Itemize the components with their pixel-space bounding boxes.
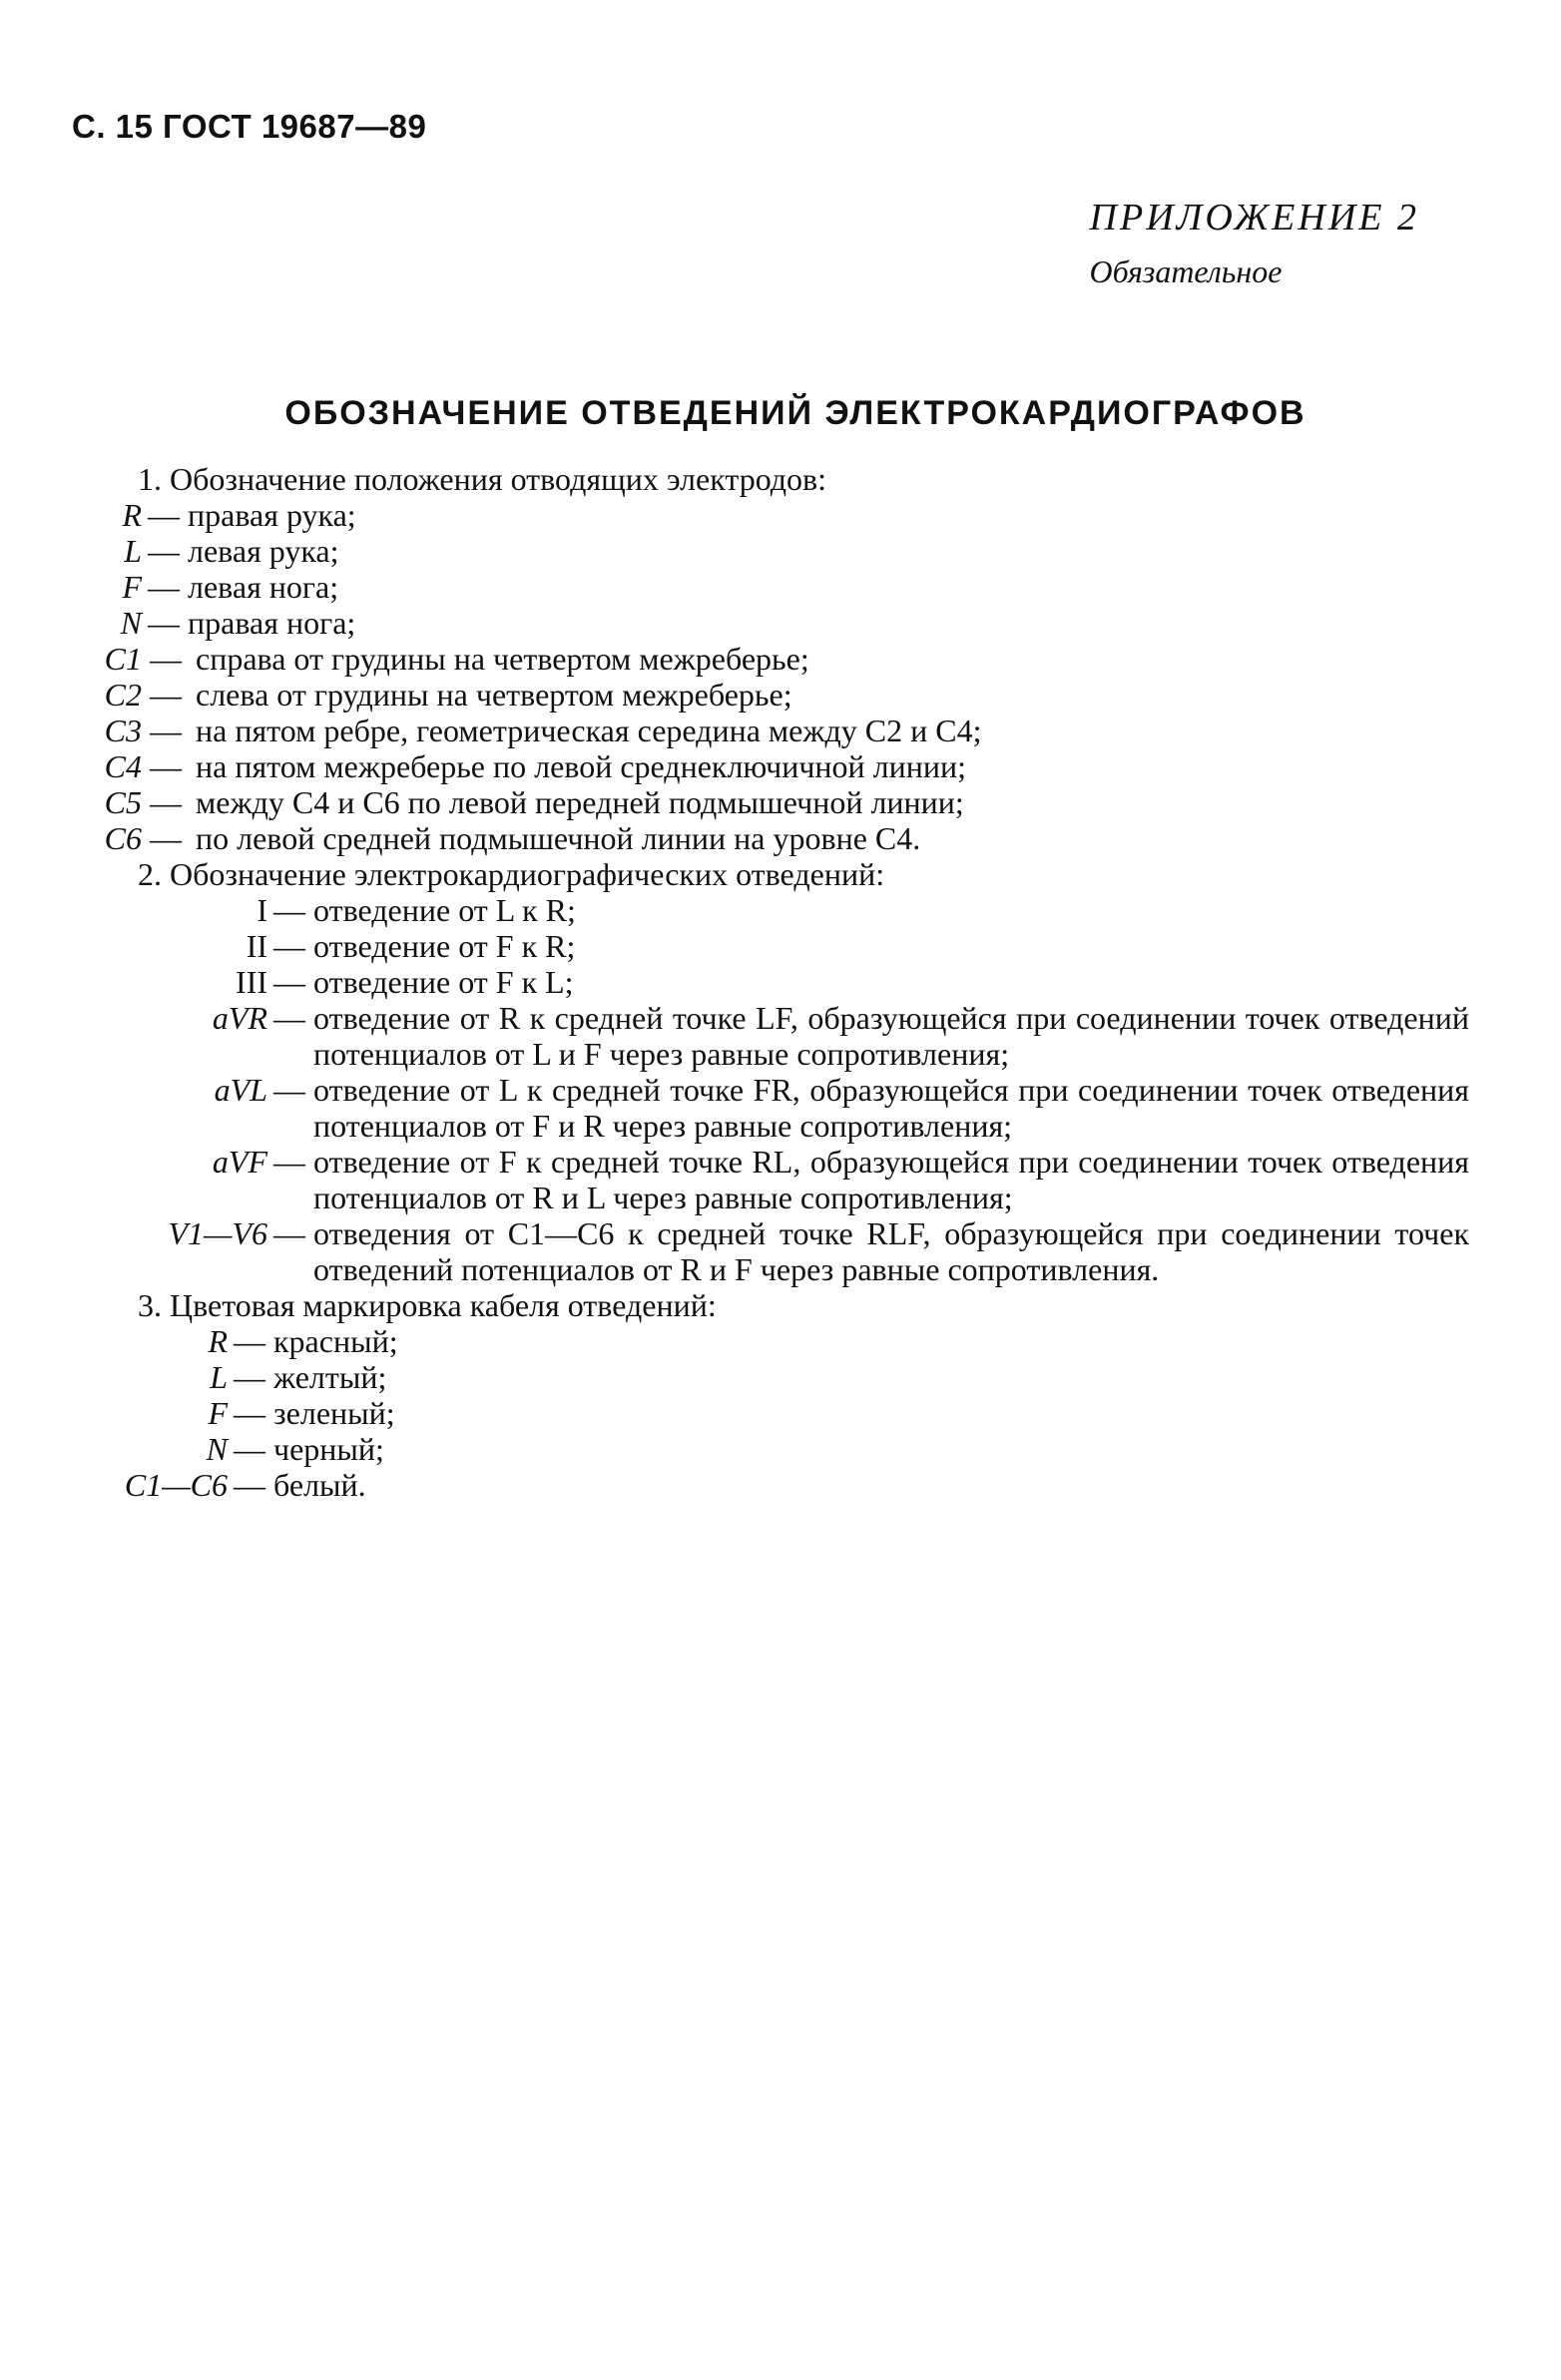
item-code: aVR xyxy=(212,1000,267,1036)
dash: — xyxy=(148,569,180,605)
item-desc: черный; xyxy=(273,1431,384,1467)
item-desc: справа от грудины на четвертом межреберье; xyxy=(196,641,809,677)
section-ecg-leads xyxy=(72,856,1469,1287)
dash: — xyxy=(234,1359,265,1395)
item-desc: отведения от C1—C6 к средней точке RLF, образующейся при соединении точек отведений потенциалов от R и F через равные сопротивления. xyxy=(313,1215,1469,1287)
item-code: C5 xyxy=(104,784,142,820)
item-code: F xyxy=(208,1395,228,1431)
section-cable-color-coding xyxy=(72,1287,1469,1503)
list-item xyxy=(72,1467,1469,1503)
item-code: F xyxy=(122,569,142,605)
item-desc: отведение от F к средней точке RL, образующейся при соединении точек отведения потенциалов от R и L через равные сопротивления; xyxy=(313,1144,1469,1215)
dash: — xyxy=(150,820,182,856)
dash: — xyxy=(273,964,305,1000)
list-item xyxy=(72,928,1469,964)
item-code: V1—V6 xyxy=(168,1215,267,1251)
dash: — xyxy=(273,1000,305,1036)
item-desc: красный; xyxy=(273,1323,398,1359)
dash: — xyxy=(150,677,182,713)
item-desc: отведение от L к средней точке FR, образующейся при соединении точек отведения потенциалов от F и R через равные сопротивления; xyxy=(313,1072,1469,1144)
list-item xyxy=(72,569,1469,605)
dash: — xyxy=(150,784,182,820)
item-code: L xyxy=(210,1359,228,1395)
list-item xyxy=(72,1000,1469,1072)
list-item xyxy=(72,820,1469,856)
item-desc: по левой средней подмышечной линии на уровне C4. xyxy=(196,820,921,856)
section-heading: 3. Цветовая маркировка кабеля отведений: xyxy=(138,1287,717,1323)
item-desc: зеленый; xyxy=(273,1395,395,1431)
item-desc: между C4 и C6 по левой передней подмышечной линии; xyxy=(196,784,964,820)
list-item xyxy=(72,1395,1469,1431)
list-item xyxy=(72,677,1469,713)
item-code: I xyxy=(257,892,267,928)
list-item xyxy=(72,1072,1469,1144)
item-code: C4 xyxy=(104,748,142,784)
item-desc: на пятом межреберье по левой среднеключичной линии; xyxy=(196,748,967,784)
dash: — xyxy=(234,1467,265,1503)
list-item xyxy=(72,748,1469,784)
item-code: R xyxy=(122,497,142,533)
item-desc: отведение от L к R; xyxy=(313,892,576,928)
dash: — xyxy=(150,713,182,748)
item-code: II xyxy=(246,928,267,964)
item-code: N xyxy=(120,605,142,641)
item-code: aVF xyxy=(212,1144,267,1180)
item-desc: левая рука; xyxy=(188,533,339,569)
item-code: III xyxy=(236,964,267,1000)
item-desc: отведение от F к L; xyxy=(313,964,574,1000)
dash: — xyxy=(273,1072,305,1108)
item-code: C3 xyxy=(104,713,142,748)
item-code: C1 xyxy=(104,641,142,677)
page-header: С. 15 ГОСТ 19687—89 xyxy=(72,108,427,145)
list-item xyxy=(72,784,1469,820)
item-desc: на пятом ребре, геометрическая середина между C2 и C4; xyxy=(196,713,982,748)
document-body xyxy=(72,461,1469,1503)
dash: — xyxy=(234,1395,265,1431)
list-item xyxy=(72,1215,1469,1287)
list-item xyxy=(72,1431,1469,1467)
item-code: C1—C6 xyxy=(124,1467,228,1503)
item-desc: белый. xyxy=(273,1467,366,1503)
appendix-subtitle: Обязательное xyxy=(1089,253,1283,289)
list-item xyxy=(72,964,1469,1000)
list-item xyxy=(72,892,1469,928)
dash: — xyxy=(273,892,305,928)
item-code: L xyxy=(124,533,142,569)
item-code: aVL xyxy=(214,1072,267,1108)
list-item xyxy=(72,1359,1469,1395)
document-title: ОБОЗНАЧЕНИЕ ОТВЕДЕНИЙ ЭЛЕКТРОКАРДИОГРАФОВ xyxy=(284,394,1306,432)
dash: — xyxy=(148,497,180,533)
item-code: R xyxy=(208,1323,228,1359)
dash: — xyxy=(273,1144,305,1180)
item-code: N xyxy=(206,1431,228,1467)
item-desc: слева от грудины на четвертом межреберье; xyxy=(196,677,792,713)
dash: — xyxy=(273,928,305,964)
dash: — xyxy=(234,1323,265,1359)
dash: — xyxy=(234,1431,265,1467)
list-item xyxy=(72,641,1469,677)
dash: — xyxy=(148,533,180,569)
item-code: C6 xyxy=(104,820,142,856)
dash: — xyxy=(273,1215,305,1251)
list-item xyxy=(72,1144,1469,1215)
item-desc: правая нога; xyxy=(188,605,356,641)
section-electrode-positions xyxy=(72,461,1469,856)
dash: — xyxy=(150,748,182,784)
list-item xyxy=(72,713,1469,748)
list-item xyxy=(72,497,1469,533)
list-item xyxy=(72,1323,1469,1359)
item-desc: левая нога; xyxy=(188,569,339,605)
dash: — xyxy=(148,605,180,641)
item-desc: отведение от F к R; xyxy=(313,928,576,964)
item-desc: желтый; xyxy=(273,1359,387,1395)
item-desc: правая рука; xyxy=(188,497,356,533)
section-heading: 2. Обозначение электрокардиографических отведений: xyxy=(138,856,885,892)
appendix-label xyxy=(1090,196,1419,290)
list-item xyxy=(72,533,1469,569)
appendix-title: ПРИЛОЖЕНИЕ 2 xyxy=(1089,197,1419,238)
dash: — xyxy=(150,641,182,677)
item-desc: отведение от R к средней точке LF, образующейся при соединении точек отведений потенциалов от L и F через равные сопротивления; xyxy=(313,1000,1469,1072)
section-heading: 1. Обозначение положения отводящих электродов: xyxy=(138,461,827,497)
list-item xyxy=(72,605,1469,641)
item-code: C2 xyxy=(104,677,142,713)
